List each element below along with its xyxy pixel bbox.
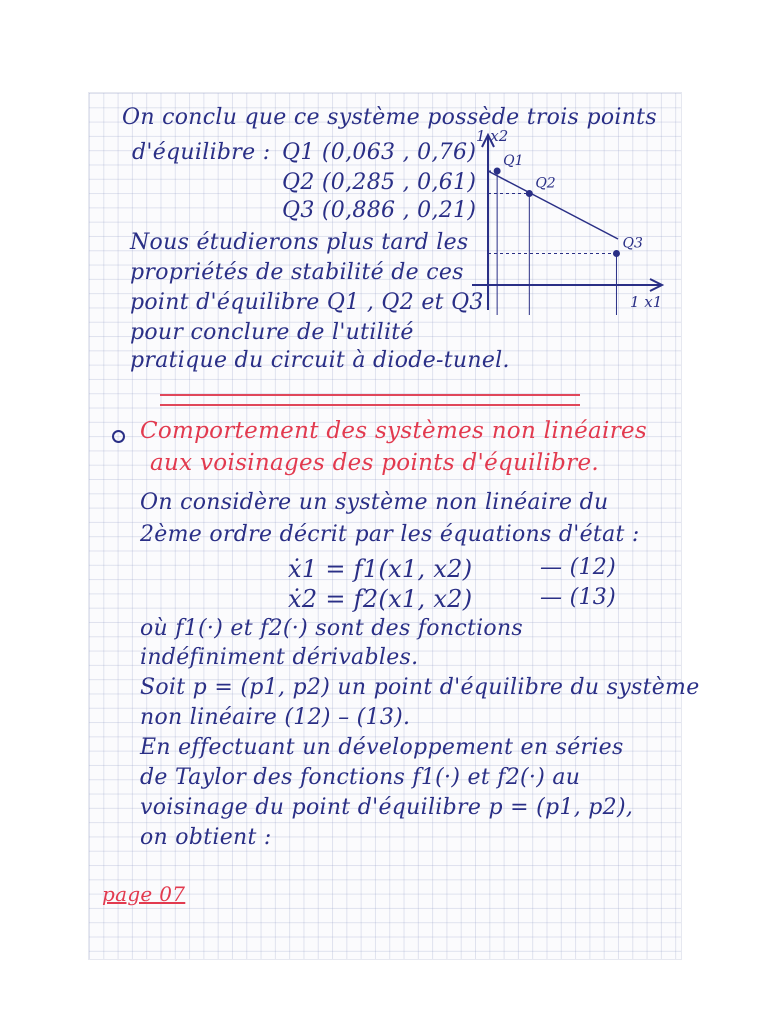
equation-ref-13: — (13) — [540, 585, 616, 610]
y-axis-label: 1 x2 — [476, 127, 509, 145]
y-axis — [482, 135, 494, 310]
section-title-line-2: aux voisinages des points d'équilibre. — [150, 450, 599, 476]
body-line-3: où f1(·) et f2(·) sont des fonctions — [140, 616, 524, 641]
point-label-q2: Q2 — [535, 175, 556, 192]
intro-line-6: pour conclure de l'utilité — [130, 320, 414, 345]
body-line-1: On considère un système non linéaire du — [140, 490, 609, 515]
body-line-6: non linéaire (12) – (13). — [140, 705, 411, 730]
equilibrium-graph — [450, 125, 680, 335]
body-line-9: voisinage du point d'équilibre p = (p1, p2), — [140, 795, 634, 820]
bullet-icon — [112, 430, 125, 443]
state-equation-2: ẋ2 = f2(x1, x2) — [288, 585, 473, 613]
intro-line-3: Nous étudierons plus tard les — [130, 230, 469, 255]
equation-ref-12: — (12) — [540, 555, 616, 580]
state-equation-1: ẋ1 = f1(x1, x2) — [288, 555, 473, 583]
body-line-5: Soit p = (p1, p2) un point d'équilibre du système — [140, 675, 700, 700]
divider-line-top — [160, 394, 580, 396]
page-number: page 07 — [102, 882, 186, 906]
intro-line-4: propriétés de stabilité de ces — [130, 260, 464, 285]
point-label-q3: Q3 — [622, 235, 643, 252]
equilibrium-q2: Q2 (0,285 , 0,61) — [282, 170, 477, 195]
x-axis-label: 1 x1 — [630, 293, 663, 311]
intro-line-2: d'équilibre : — [132, 140, 271, 165]
equilibrium-q1: Q1 (0,063 , 0,76) — [282, 140, 477, 165]
body-line-8: de Taylor des fonctions f1(·) et f2(·) au — [140, 765, 581, 790]
divider-line-bottom — [160, 404, 580, 406]
intro-line-1: On conclu que ce système possède trois points — [122, 105, 657, 130]
body-line-7: En effectuant un développement en séries — [140, 735, 624, 760]
equilibrium-point-q1 — [494, 168, 501, 175]
intro-line-7: pratique du circuit à diode-tunel. — [130, 348, 510, 373]
equilibrium-point-q3 — [613, 250, 620, 257]
section-title-line-1: Comportement des systèmes non linéaires — [140, 418, 647, 444]
body-line-2: 2ème ordre décrit par les équations d'état : — [140, 522, 640, 547]
body-line-4: indéfiniment dérivables. — [140, 645, 419, 670]
x-axis — [472, 279, 662, 291]
intro-line-5: point d'équilibre Q1 , Q2 et Q3 — [130, 290, 484, 315]
equilibrium-q3: Q3 (0,886 , 0,21) — [282, 198, 477, 223]
body-line-10: on obtient : — [140, 825, 272, 850]
point-label-q1: Q1 — [503, 153, 524, 169]
equilibrium-point-q2 — [526, 190, 533, 197]
